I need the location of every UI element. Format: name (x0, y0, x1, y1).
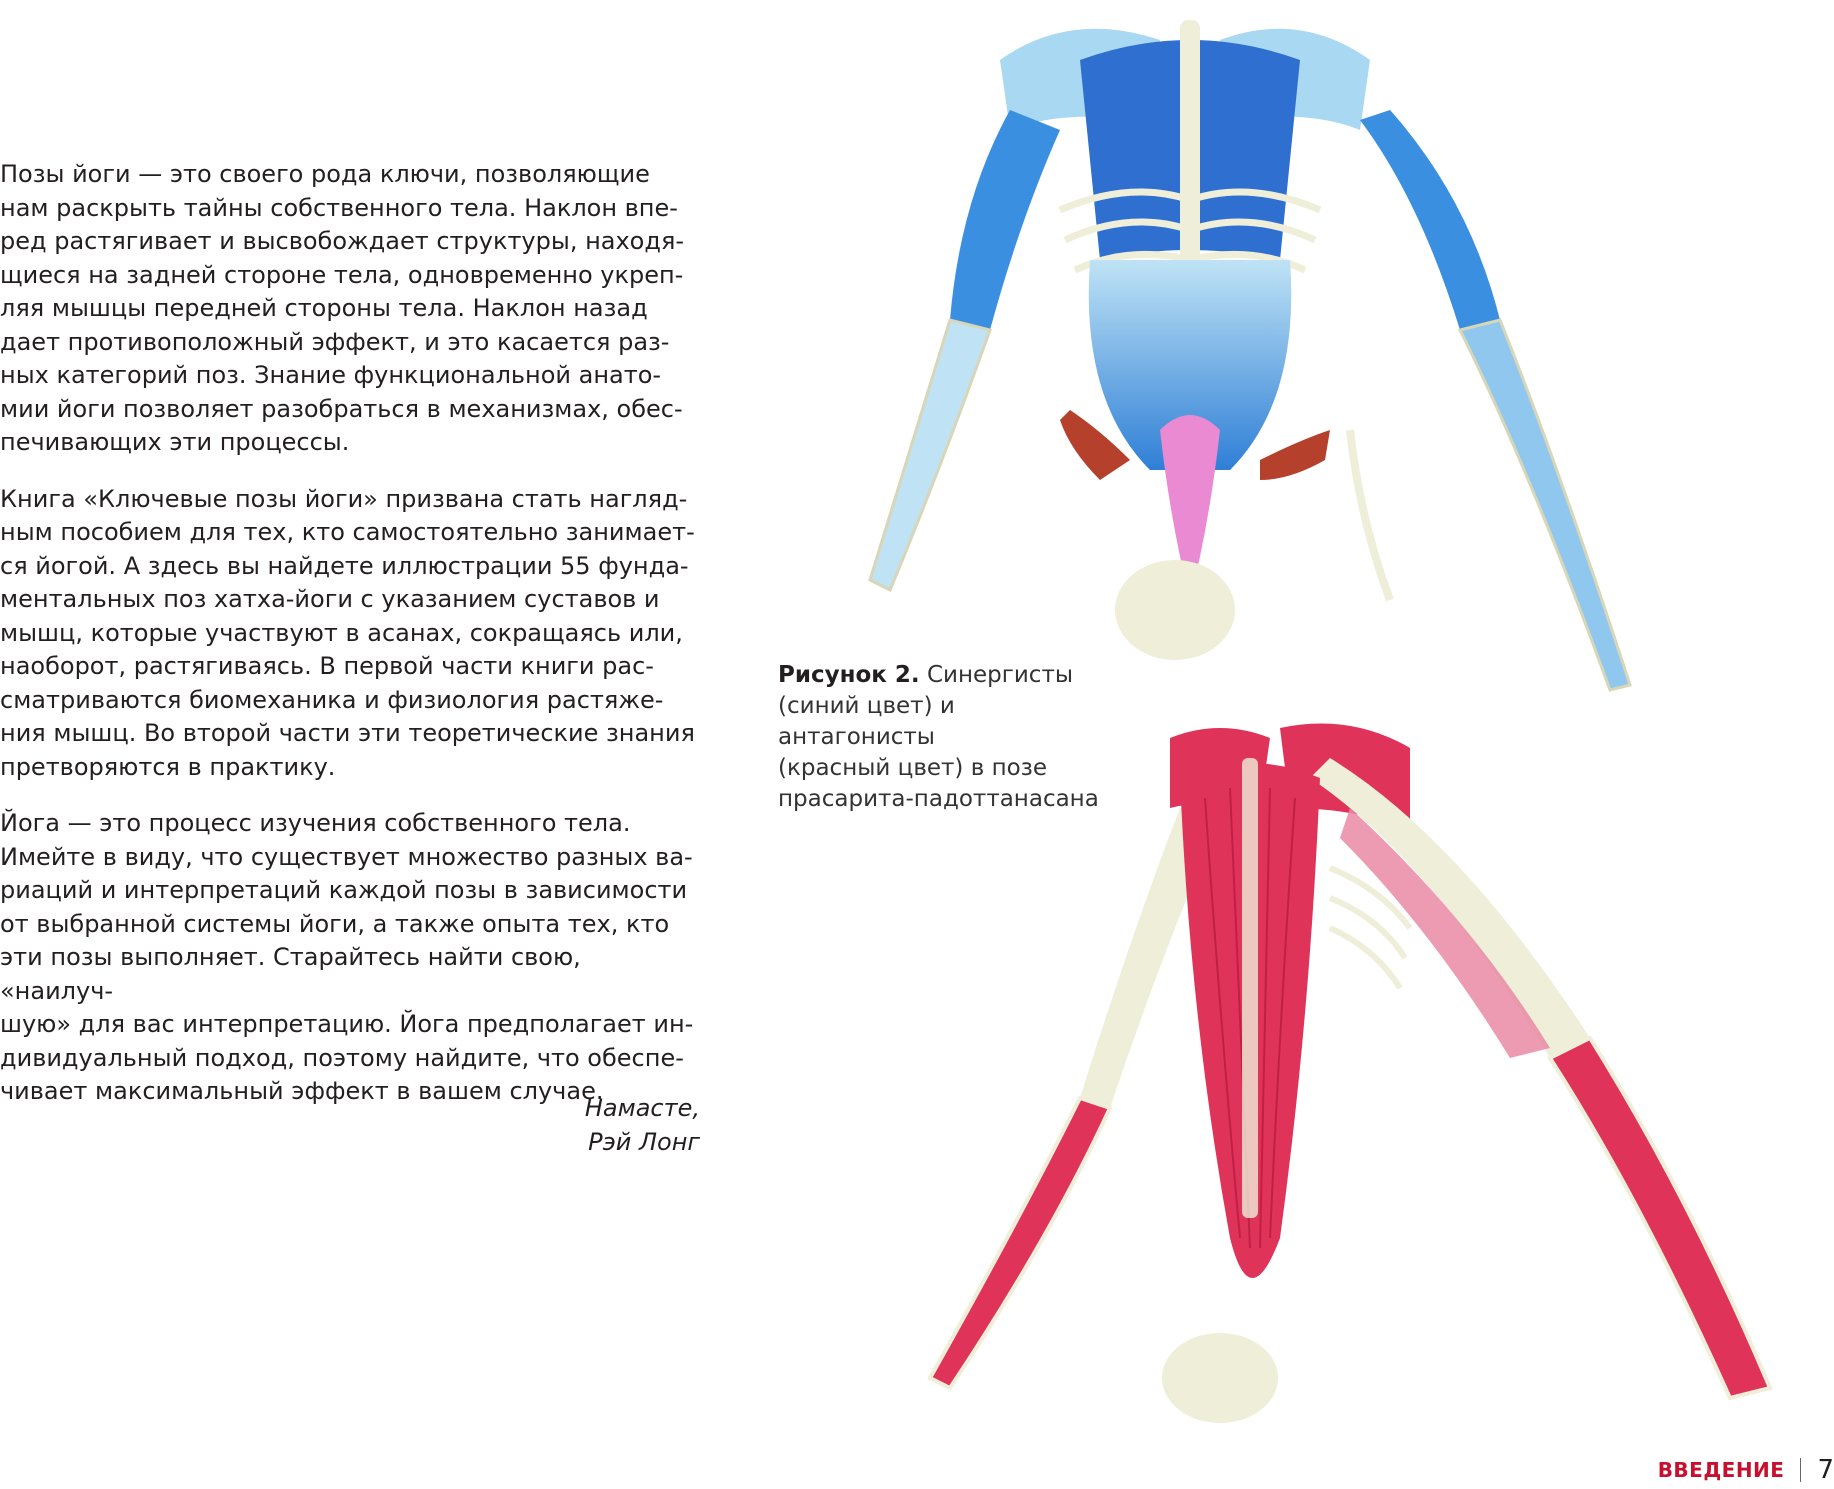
leg-right-lower (1550, 1038, 1770, 1398)
footer-divider (1800, 1458, 1801, 1482)
arm-left-upper (950, 110, 1060, 330)
synergists-figure (830, 0, 1834, 705)
paragraph-2: Книга «Ключевые позы йоги» призвана стать нагляд- ным пособием для тех, кто самостоятельно занимает- ся йогой. А здесь вы найдете иллюстрации 55 фунда- ментальных поз хатха-йоги с указанием суставов и мышц, которые участвуют в асанах, сокращаясь или, наоборот, растягиваясь. В первой части книги рас- сматриваются биомеханика и физиология растяже- ния мышц. Во второй части эти теоретические знания претворяются в практику. (0, 484, 695, 781)
caption-lead: Рисунок 2. (778, 662, 920, 688)
skull (1162, 1333, 1278, 1423)
arm-right-upper (1360, 110, 1500, 330)
section-label: ВВЕДЕНИЕ (1657, 1458, 1785, 1482)
antagonists-figure (850, 718, 1834, 1428)
body-text (0, 158, 700, 1132)
caption-body: Синергисты (синий цвет) и антагонисты (красный цвет) в позе прасарита-падоттанасана (778, 662, 1099, 812)
signoff: Намасте, Рэй Лонг (584, 1094, 700, 1156)
skull (1115, 560, 1235, 660)
spine (1242, 758, 1258, 1218)
page-footer (1658, 1454, 1834, 1486)
leg-right (1350, 430, 1390, 600)
paragraph-3: Йога — это процесс изучения собственного тела. Имейте в виду, что существует множество разных ва- риаций и интерпретаций каждой позы в зависимости от выбранной системы йоги, а также опыта тех, кто эти позы выполняет. Старайтесь найти свою, «наилуч- шую» для вас интерпретацию. Йога предполагает ин- дивидуальный подход, поэтому найдите, что обеспе- чивает максимальный эффект в вашем случае. (0, 809, 694, 1105)
hamstring-right (1340, 808, 1550, 1058)
antagonist-right (1260, 430, 1330, 480)
arm-left-lower (870, 320, 990, 590)
leg-left-lower (930, 1098, 1110, 1388)
arm-right-lower (1460, 320, 1630, 690)
page-number: 7 (1817, 1455, 1834, 1485)
paragraph-1: Позы йоги — это своего рода ключи, позволяющие нам раскрыть тайны собственного тела. Наклон впе- ред растягивает и высвобождает структуры, находя- щиеся на задней стороне тела, одновременно укреп- ляя мышцы передней стороны тела. Наклон назад дает противоположный эффект, и это касается раз- ных категорий поз. Знание функциональной анато- мии йоги позволяет разобраться в механизмах, обес- печивающих эти процессы. (0, 160, 685, 456)
